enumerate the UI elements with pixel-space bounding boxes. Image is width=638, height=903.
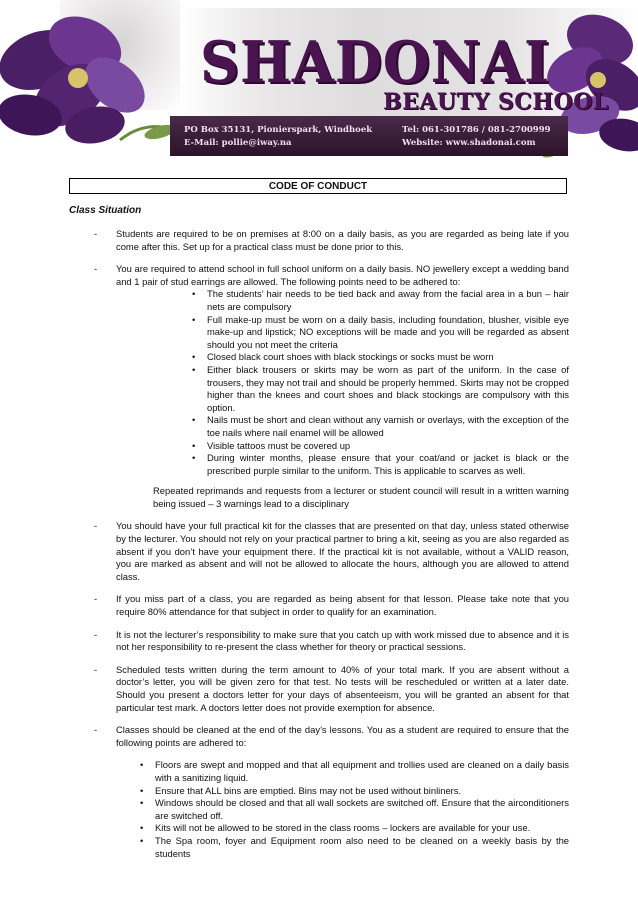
list-item-text: Ensure that ALL bins are emptied. Bins may not be used without binliners. (155, 784, 462, 796)
cleaning-points-list (140, 759, 569, 860)
rule-paragraph (69, 520, 569, 583)
dash-marker: - (94, 724, 98, 736)
bullet-marker: • (192, 363, 196, 375)
list-item (192, 313, 569, 352)
list-item-text: The Spa room, foyer and Equipment room also need to be cleaned on a weekly basis by the students (155, 834, 569, 859)
reprimand-note: Repeated reprimands and requests from a lecturer or student council will result in a written warning being issued – 3 warnings lead to a disciplinary (153, 485, 569, 509)
rule-paragraph (69, 629, 569, 654)
website-text: Website: www.shadonai.com (402, 138, 536, 148)
list-item (192, 452, 569, 477)
bullet-marker: • (140, 834, 144, 846)
bullet-marker: • (192, 351, 196, 363)
list-item-text: Nails must be short and clean without any varnish or overlays, with the exception of the toe nails where nail enamel will be allowed (207, 414, 569, 438)
dash-marker: - (94, 628, 98, 640)
contact-bar (170, 116, 568, 156)
rule-text: You are required to attend school in full school uniform on a daily basis. NO jewellery except a wedding band and 1 pair of stud earrings are allowed. The following points need to be adhered to: (116, 263, 569, 287)
dash-marker: - (94, 228, 98, 239)
rule-paragraph (69, 664, 569, 714)
list-item (140, 797, 569, 822)
list-item-text: The students’ hair needs to be tied back and away from the facial area in a bun – hair nets are compulsory (207, 288, 569, 312)
email-text: E-Mail: pollie@iway.na (184, 138, 292, 148)
uniform-points-list (192, 288, 569, 477)
document-title: CODE OF CONDUCT (69, 178, 567, 194)
bullet-marker: • (192, 452, 196, 464)
address-text: PO Box 35131, Pionierspark, Windhoek (184, 125, 373, 135)
brand-logo-text: SHADONAI (200, 28, 551, 96)
list-item (192, 363, 569, 414)
bullet-marker: • (192, 414, 196, 426)
rule-text: If you miss part of a class, you are regarded as being absent for that lesson. Please take note that you require 80% attendance for that subject in order to qualify for an examination. (116, 593, 569, 618)
rule-text: It is not the lecturer’s responsibility to make sure that you catch up with work missed due to absence and it is not her responsibility to re-present the class whether for theory or practical sessions. (116, 628, 569, 653)
telephone-text: Tel: 061-301786 / 081-2700999 (402, 125, 551, 135)
list-item-text: Kits will not be allowed to be stored in the class rooms – lockers are available for your use. (155, 822, 531, 834)
list-item (192, 351, 569, 364)
dash-marker: - (94, 593, 98, 605)
list-item (192, 414, 569, 439)
letterhead-banner (0, 0, 638, 162)
bullet-marker: • (140, 822, 144, 834)
rule-text: You should have your full practical kit for the classes that are presented on that day, unless stated otherwise by the lecturer. You should not rely on your practical partner to bring a kit, seeing as you are also regarded as absent if you don’t have your equipment there. If the practical kit is not available, without a VALID reason, you are marked as absent and will not be allowed to allocate the hours, although you are allowed to attend class. (116, 520, 569, 582)
bullet-marker: • (192, 288, 196, 300)
bullet-marker: • (140, 784, 144, 796)
document-body (69, 228, 569, 860)
dash-marker: - (94, 263, 98, 275)
purple-flower-left-icon (0, 0, 180, 160)
bullet-marker: • (192, 313, 196, 325)
rule-paragraph (69, 228, 569, 253)
rule-text: Scheduled tests written during the term amount to 40% of your total mark. If you are absent without a doctor’s letter, you will be given zero for that test. No tests will be rescheduled or written at a later date. Should you present a doctors letter for your days of absenteeism, you will be granted an absent for that particular test mark. A doctors letter does not provide exemption for absence. (116, 663, 569, 713)
bullet-marker: • (140, 797, 144, 809)
list-item (140, 759, 569, 784)
list-item-text: Windows should be closed and that all wall sockets are switched off. Ensure that the airconditioners are switched off. (155, 797, 569, 821)
bullet-marker: • (192, 439, 196, 451)
rule-text: Students are required to be on premises at 8:00 on a daily basis, as you are regarded as being late if you come after this. Set up for a practical class must be done prior to this. (116, 228, 569, 252)
list-item-text: Visible tattoos must be covered up (207, 439, 351, 451)
rule-paragraph (69, 263, 569, 288)
dash-marker: - (94, 520, 98, 532)
list-item-text: Floors are swept and mopped and that all equipment and trollies used are cleaned on a daily basis with a sanitizing liquid. (155, 759, 569, 783)
list-item (192, 439, 569, 453)
list-item (192, 288, 569, 313)
list-item (140, 834, 569, 860)
section-heading: Class Situation (69, 205, 142, 216)
dash-marker: - (94, 663, 98, 675)
rule-paragraph (69, 724, 569, 749)
list-item-text: Either black trousers or skirts may be worn as part of the uniform. In the case of trousers, they may not trail and should be properly hemmed. Skirts may not be cropped higher than the knees and court shoes and black stockings are compulsory with this option. (207, 363, 569, 413)
list-item-text: Closed black court shoes with black stockings or socks must be worn (207, 351, 494, 363)
rule-paragraph (69, 593, 569, 618)
list-item (140, 822, 569, 835)
brand-sub-logo-text: BEAUTY SCHOOL (383, 89, 609, 115)
list-item-text: During winter months, please ensure that your coat/and or jacket is black or the prescribed purple similar to the uniform. This is applicable to scarves as well. (207, 452, 569, 476)
bullet-marker: • (140, 759, 144, 771)
rule-text: Classes should be cleaned at the end of the day’s lessons. You as a student are required to ensure that the following points are adhered to: (116, 724, 569, 748)
list-item (140, 784, 569, 798)
list-item-text: Full make-up must be worn on a daily basis, including foundation, blusher, visible eye make-up and lipstick; NO exceptions will be made and you will be regarded as absent should you not meet the criteria (207, 313, 569, 350)
